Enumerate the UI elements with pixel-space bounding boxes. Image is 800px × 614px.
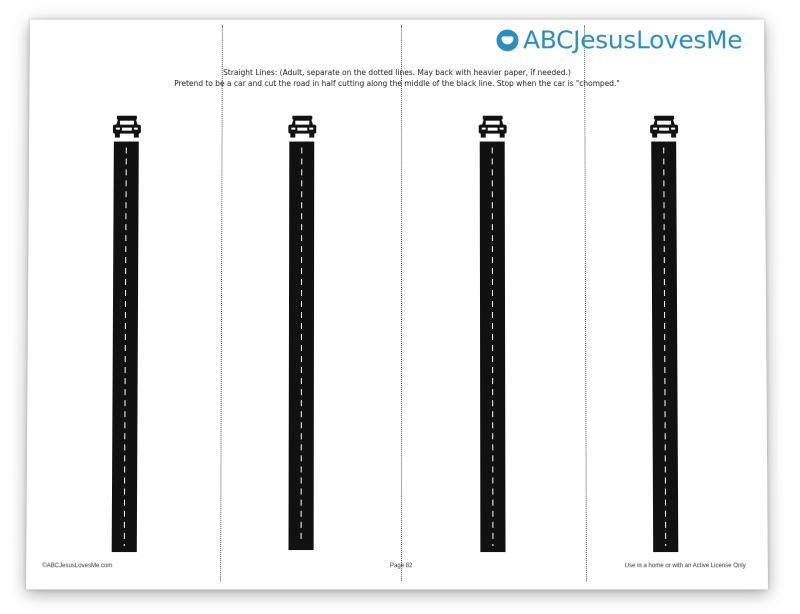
logo-icon — [496, 29, 518, 51]
car-icon — [648, 115, 680, 141]
cut-line-2 — [401, 26, 402, 582]
road-strip — [480, 142, 506, 553]
lane-marking — [124, 148, 128, 547]
lane-marking — [491, 148, 493, 547]
road-3 — [477, 115, 510, 552]
footer-page-number: Page 82 — [389, 563, 413, 570]
instruction-line-1: Straight Lines: (Adult, separate on the dotted lines. May back with heavier paper, if needed.) — [223, 68, 571, 78]
road-2 — [285, 115, 318, 550]
logo-text: ABCJesusLovesMe — [522, 25, 743, 55]
footer-license: Use in a home or with an Active License Only — [624, 563, 746, 570]
instruction-line-2: Pretend to be a car and cut the road in half cutting along the middle of the black line. Stop when the car is "chomped." — [174, 79, 620, 88]
road-strip — [651, 142, 678, 553]
car-icon — [111, 115, 143, 141]
car-icon — [286, 115, 318, 141]
road-strip — [289, 142, 315, 551]
worksheet-page — [26, 20, 768, 590]
road-4 — [648, 115, 682, 552]
footer-copyright: ©ABCJesusLovesMe.com — [42, 563, 113, 570]
road-strip — [112, 142, 139, 553]
brand-logo[interactable] — [496, 26, 742, 55]
car-icon — [477, 115, 509, 141]
road-1 — [109, 115, 143, 552]
instructions — [29, 67, 764, 89]
cut-line-1 — [220, 26, 223, 582]
cut-line-3 — [584, 26, 587, 582]
lane-marking — [663, 148, 666, 547]
lane-marking — [300, 148, 302, 544]
